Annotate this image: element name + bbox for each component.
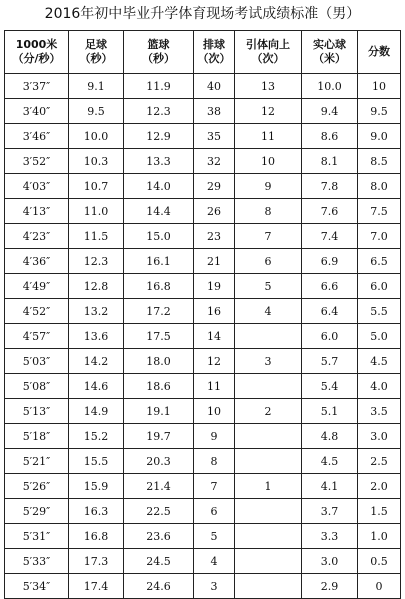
cell-volleyball-count: 8 — [194, 449, 235, 474]
header-label: 篮球 — [147, 38, 170, 51]
cell-medicine-ball-meters: 7.6 — [302, 199, 358, 224]
cell-basketball-seconds: 19.7 — [124, 424, 194, 449]
header-medicine-ball — [302, 31, 358, 74]
cell-medicine-ball-meters: 4.1 — [302, 474, 358, 499]
cell-football-seconds: 14.9 — [69, 399, 124, 424]
document-title: 2016年初中毕业升学体育现场考试成绩标准（男） — [44, 6, 361, 22]
cell-score: 10 — [358, 74, 401, 99]
cell-pullups-count — [235, 449, 302, 474]
cell-time-1000m: 5′33″ — [5, 549, 69, 574]
table-row — [5, 449, 401, 474]
cell-football-seconds: 11.5 — [69, 224, 124, 249]
cell-score: 1.5 — [358, 499, 401, 524]
cell-basketball-seconds: 22.5 — [124, 499, 194, 524]
cell-basketball-seconds: 19.1 — [124, 399, 194, 424]
cell-football-seconds: 15.2 — [69, 424, 124, 449]
cell-volleyball-count: 10 — [194, 399, 235, 424]
table-row — [5, 199, 401, 224]
cell-score: 2.5 — [358, 449, 401, 474]
cell-score: 0 — [358, 574, 401, 599]
cell-medicine-ball-meters: 6.9 — [302, 249, 358, 274]
cell-medicine-ball-meters: 5.4 — [302, 374, 358, 399]
cell-volleyball-count: 26 — [194, 199, 235, 224]
cell-volleyball-count: 6 — [194, 499, 235, 524]
header-football — [69, 31, 124, 74]
table-row — [5, 324, 401, 349]
cell-football-seconds: 13.2 — [69, 299, 124, 324]
cell-medicine-ball-meters: 2.9 — [302, 574, 358, 599]
cell-basketball-seconds: 14.4 — [124, 199, 194, 224]
cell-pullups-count: 7 — [235, 224, 302, 249]
table-row — [5, 74, 401, 99]
cell-volleyball-count: 19 — [194, 274, 235, 299]
cell-time-1000m: 5′08″ — [5, 374, 69, 399]
cell-football-seconds: 9.1 — [69, 74, 124, 99]
cell-medicine-ball-meters: 4.8 — [302, 424, 358, 449]
table-row — [5, 299, 401, 324]
cell-medicine-ball-meters: 8.6 — [302, 124, 358, 149]
cell-pullups-count: 1 — [235, 474, 302, 499]
header-pullups — [235, 31, 302, 74]
cell-pullups-count — [235, 574, 302, 599]
cell-medicine-ball-meters: 6.4 — [302, 299, 358, 324]
cell-volleyball-count: 40 — [194, 74, 235, 99]
cell-score: 9.0 — [358, 124, 401, 149]
cell-pullups-count — [235, 424, 302, 449]
cell-volleyball-count: 32 — [194, 149, 235, 174]
cell-time-1000m: 4′23″ — [5, 224, 69, 249]
cell-football-seconds: 17.4 — [69, 574, 124, 599]
cell-pullups-count — [235, 324, 302, 349]
cell-basketball-seconds: 17.5 — [124, 324, 194, 349]
cell-pullups-count: 4 — [235, 299, 302, 324]
cell-football-seconds: 12.3 — [69, 249, 124, 274]
cell-pullups-count — [235, 549, 302, 574]
table-row — [5, 474, 401, 499]
cell-time-1000m: 4′36″ — [5, 249, 69, 274]
header-1000m — [5, 31, 69, 74]
cell-score: 7.5 — [358, 199, 401, 224]
cell-volleyball-count: 21 — [194, 249, 235, 274]
cell-time-1000m: 4′52″ — [5, 299, 69, 324]
cell-pullups-count: 5 — [235, 274, 302, 299]
cell-pullups-count — [235, 374, 302, 399]
cell-score: 6.5 — [358, 249, 401, 274]
cell-time-1000m: 4′13″ — [5, 199, 69, 224]
table-header-row — [5, 31, 401, 74]
cell-medicine-ball-meters: 4.5 — [302, 449, 358, 474]
cell-score: 3.5 — [358, 399, 401, 424]
cell-score: 6.0 — [358, 274, 401, 299]
cell-basketball-seconds: 17.2 — [124, 299, 194, 324]
header-unit: （秒） — [142, 52, 175, 65]
cell-time-1000m: 3′52″ — [5, 149, 69, 174]
score-standard-table — [4, 30, 401, 599]
cell-medicine-ball-meters: 10.0 — [302, 74, 358, 99]
table-row — [5, 349, 401, 374]
cell-volleyball-count: 14 — [194, 324, 235, 349]
cell-pullups-count: 2 — [235, 399, 302, 424]
table-row — [5, 374, 401, 399]
cell-pullups-count: 11 — [235, 124, 302, 149]
table-row — [5, 274, 401, 299]
cell-score: 9.5 — [358, 99, 401, 124]
header-label: 排球 — [203, 38, 225, 51]
cell-time-1000m: 4′03″ — [5, 174, 69, 199]
header-label: 分数 — [368, 45, 390, 58]
cell-score: 7.0 — [358, 224, 401, 249]
cell-basketball-seconds: 18.6 — [124, 374, 194, 399]
header-unit: （次） — [251, 52, 285, 65]
table-row — [5, 174, 401, 199]
header-label: 足球 — [85, 38, 107, 51]
cell-score: 3.0 — [358, 424, 401, 449]
cell-pullups-count — [235, 499, 302, 524]
cell-medicine-ball-meters: 3.7 — [302, 499, 358, 524]
cell-time-1000m: 5′18″ — [5, 424, 69, 449]
cell-score: 5.5 — [358, 299, 401, 324]
cell-volleyball-count: 4 — [194, 549, 235, 574]
cell-football-seconds: 10.7 — [69, 174, 124, 199]
cell-volleyball-count: 7 — [194, 474, 235, 499]
cell-pullups-count: 10 — [235, 149, 302, 174]
cell-score: 4.0 — [358, 374, 401, 399]
cell-time-1000m: 4′49″ — [5, 274, 69, 299]
table-row — [5, 524, 401, 549]
cell-volleyball-count: 38 — [194, 99, 235, 124]
table-row — [5, 574, 401, 599]
cell-time-1000m: 3′40″ — [5, 99, 69, 124]
cell-basketball-seconds: 16.1 — [124, 249, 194, 274]
cell-basketball-seconds: 16.8 — [124, 274, 194, 299]
cell-basketball-seconds: 13.3 — [124, 149, 194, 174]
cell-medicine-ball-meters: 8.1 — [302, 149, 358, 174]
cell-football-seconds: 13.6 — [69, 324, 124, 349]
cell-medicine-ball-meters: 9.4 — [302, 99, 358, 124]
cell-football-seconds: 15.5 — [69, 449, 124, 474]
cell-basketball-seconds: 20.3 — [124, 449, 194, 474]
cell-basketball-seconds: 15.0 — [124, 224, 194, 249]
cell-medicine-ball-meters: 3.3 — [302, 524, 358, 549]
cell-football-seconds: 16.8 — [69, 524, 124, 549]
cell-football-seconds: 14.2 — [69, 349, 124, 374]
table-row — [5, 549, 401, 574]
cell-score: 5.0 — [358, 324, 401, 349]
cell-time-1000m: 5′34″ — [5, 574, 69, 599]
cell-basketball-seconds: 14.0 — [124, 174, 194, 199]
cell-volleyball-count: 9 — [194, 424, 235, 449]
table-row — [5, 499, 401, 524]
table-row — [5, 149, 401, 174]
cell-medicine-ball-meters: 5.7 — [302, 349, 358, 374]
header-score — [358, 31, 401, 74]
cell-time-1000m: 4′57″ — [5, 324, 69, 349]
cell-volleyball-count: 12 — [194, 349, 235, 374]
cell-pullups-count: 8 — [235, 199, 302, 224]
cell-football-seconds: 15.9 — [69, 474, 124, 499]
cell-football-seconds: 14.6 — [69, 374, 124, 399]
cell-basketball-seconds: 21.4 — [124, 474, 194, 499]
cell-football-seconds: 10.0 — [69, 124, 124, 149]
cell-football-seconds: 12.8 — [69, 274, 124, 299]
cell-football-seconds: 11.0 — [69, 199, 124, 224]
cell-football-seconds: 9.5 — [69, 99, 124, 124]
cell-medicine-ball-meters: 7.4 — [302, 224, 358, 249]
cell-score: 1.0 — [358, 524, 401, 549]
cell-medicine-ball-meters: 5.1 — [302, 399, 358, 424]
cell-time-1000m: 5′13″ — [5, 399, 69, 424]
header-unit: （次） — [197, 52, 231, 65]
cell-time-1000m: 5′31″ — [5, 524, 69, 549]
cell-volleyball-count: 5 — [194, 524, 235, 549]
cell-volleyball-count: 29 — [194, 174, 235, 199]
cell-basketball-seconds: 24.6 — [124, 574, 194, 599]
cell-score: 0.5 — [358, 549, 401, 574]
cell-time-1000m: 5′21″ — [5, 449, 69, 474]
cell-volleyball-count: 3 — [194, 574, 235, 599]
header-unit: （秒） — [79, 52, 113, 65]
cell-pullups-count: 6 — [235, 249, 302, 274]
cell-score: 8.0 — [358, 174, 401, 199]
table-row — [5, 124, 401, 149]
cell-pullups-count: 9 — [235, 174, 302, 199]
cell-time-1000m: 3′37″ — [5, 74, 69, 99]
header-volleyball — [194, 31, 235, 74]
cell-score: 4.5 — [358, 349, 401, 374]
cell-medicine-ball-meters: 7.8 — [302, 174, 358, 199]
cell-football-seconds: 17.3 — [69, 549, 124, 574]
cell-basketball-seconds: 23.6 — [124, 524, 194, 549]
cell-pullups-count: 12 — [235, 99, 302, 124]
table-row — [5, 424, 401, 449]
table-row — [5, 399, 401, 424]
cell-volleyball-count: 16 — [194, 299, 235, 324]
header-unit: （米） — [313, 52, 346, 65]
cell-volleyball-count: 23 — [194, 224, 235, 249]
cell-football-seconds: 10.3 — [69, 149, 124, 174]
cell-time-1000m: 5′29″ — [5, 499, 69, 524]
header-label: 1000米 — [15, 38, 58, 51]
cell-volleyball-count: 11 — [194, 374, 235, 399]
cell-pullups-count — [235, 524, 302, 549]
cell-score: 8.5 — [358, 149, 401, 174]
header-label: 实心球 — [313, 38, 346, 51]
cell-score: 2.0 — [358, 474, 401, 499]
cell-basketball-seconds: 24.5 — [124, 549, 194, 574]
cell-medicine-ball-meters: 3.0 — [302, 549, 358, 574]
cell-football-seconds: 16.3 — [69, 499, 124, 524]
cell-time-1000m: 3′46″ — [5, 124, 69, 149]
table-body — [5, 74, 401, 599]
header-basketball — [124, 31, 194, 74]
header-unit: （分/秒） — [12, 52, 61, 65]
cell-volleyball-count: 35 — [194, 124, 235, 149]
cell-time-1000m: 5′03″ — [5, 349, 69, 374]
cell-pullups-count: 3 — [235, 349, 302, 374]
cell-medicine-ball-meters: 6.0 — [302, 324, 358, 349]
cell-basketball-seconds: 11.9 — [124, 74, 194, 99]
cell-pullups-count: 13 — [235, 74, 302, 99]
cell-basketball-seconds: 12.9 — [124, 124, 194, 149]
table-row — [5, 249, 401, 274]
table-row — [5, 224, 401, 249]
header-label: 引体向上 — [246, 38, 290, 51]
table-row — [5, 99, 401, 124]
cell-medicine-ball-meters: 6.6 — [302, 274, 358, 299]
cell-time-1000m: 5′26″ — [5, 474, 69, 499]
cell-basketball-seconds: 18.0 — [124, 349, 194, 374]
cell-basketball-seconds: 12.3 — [124, 99, 194, 124]
